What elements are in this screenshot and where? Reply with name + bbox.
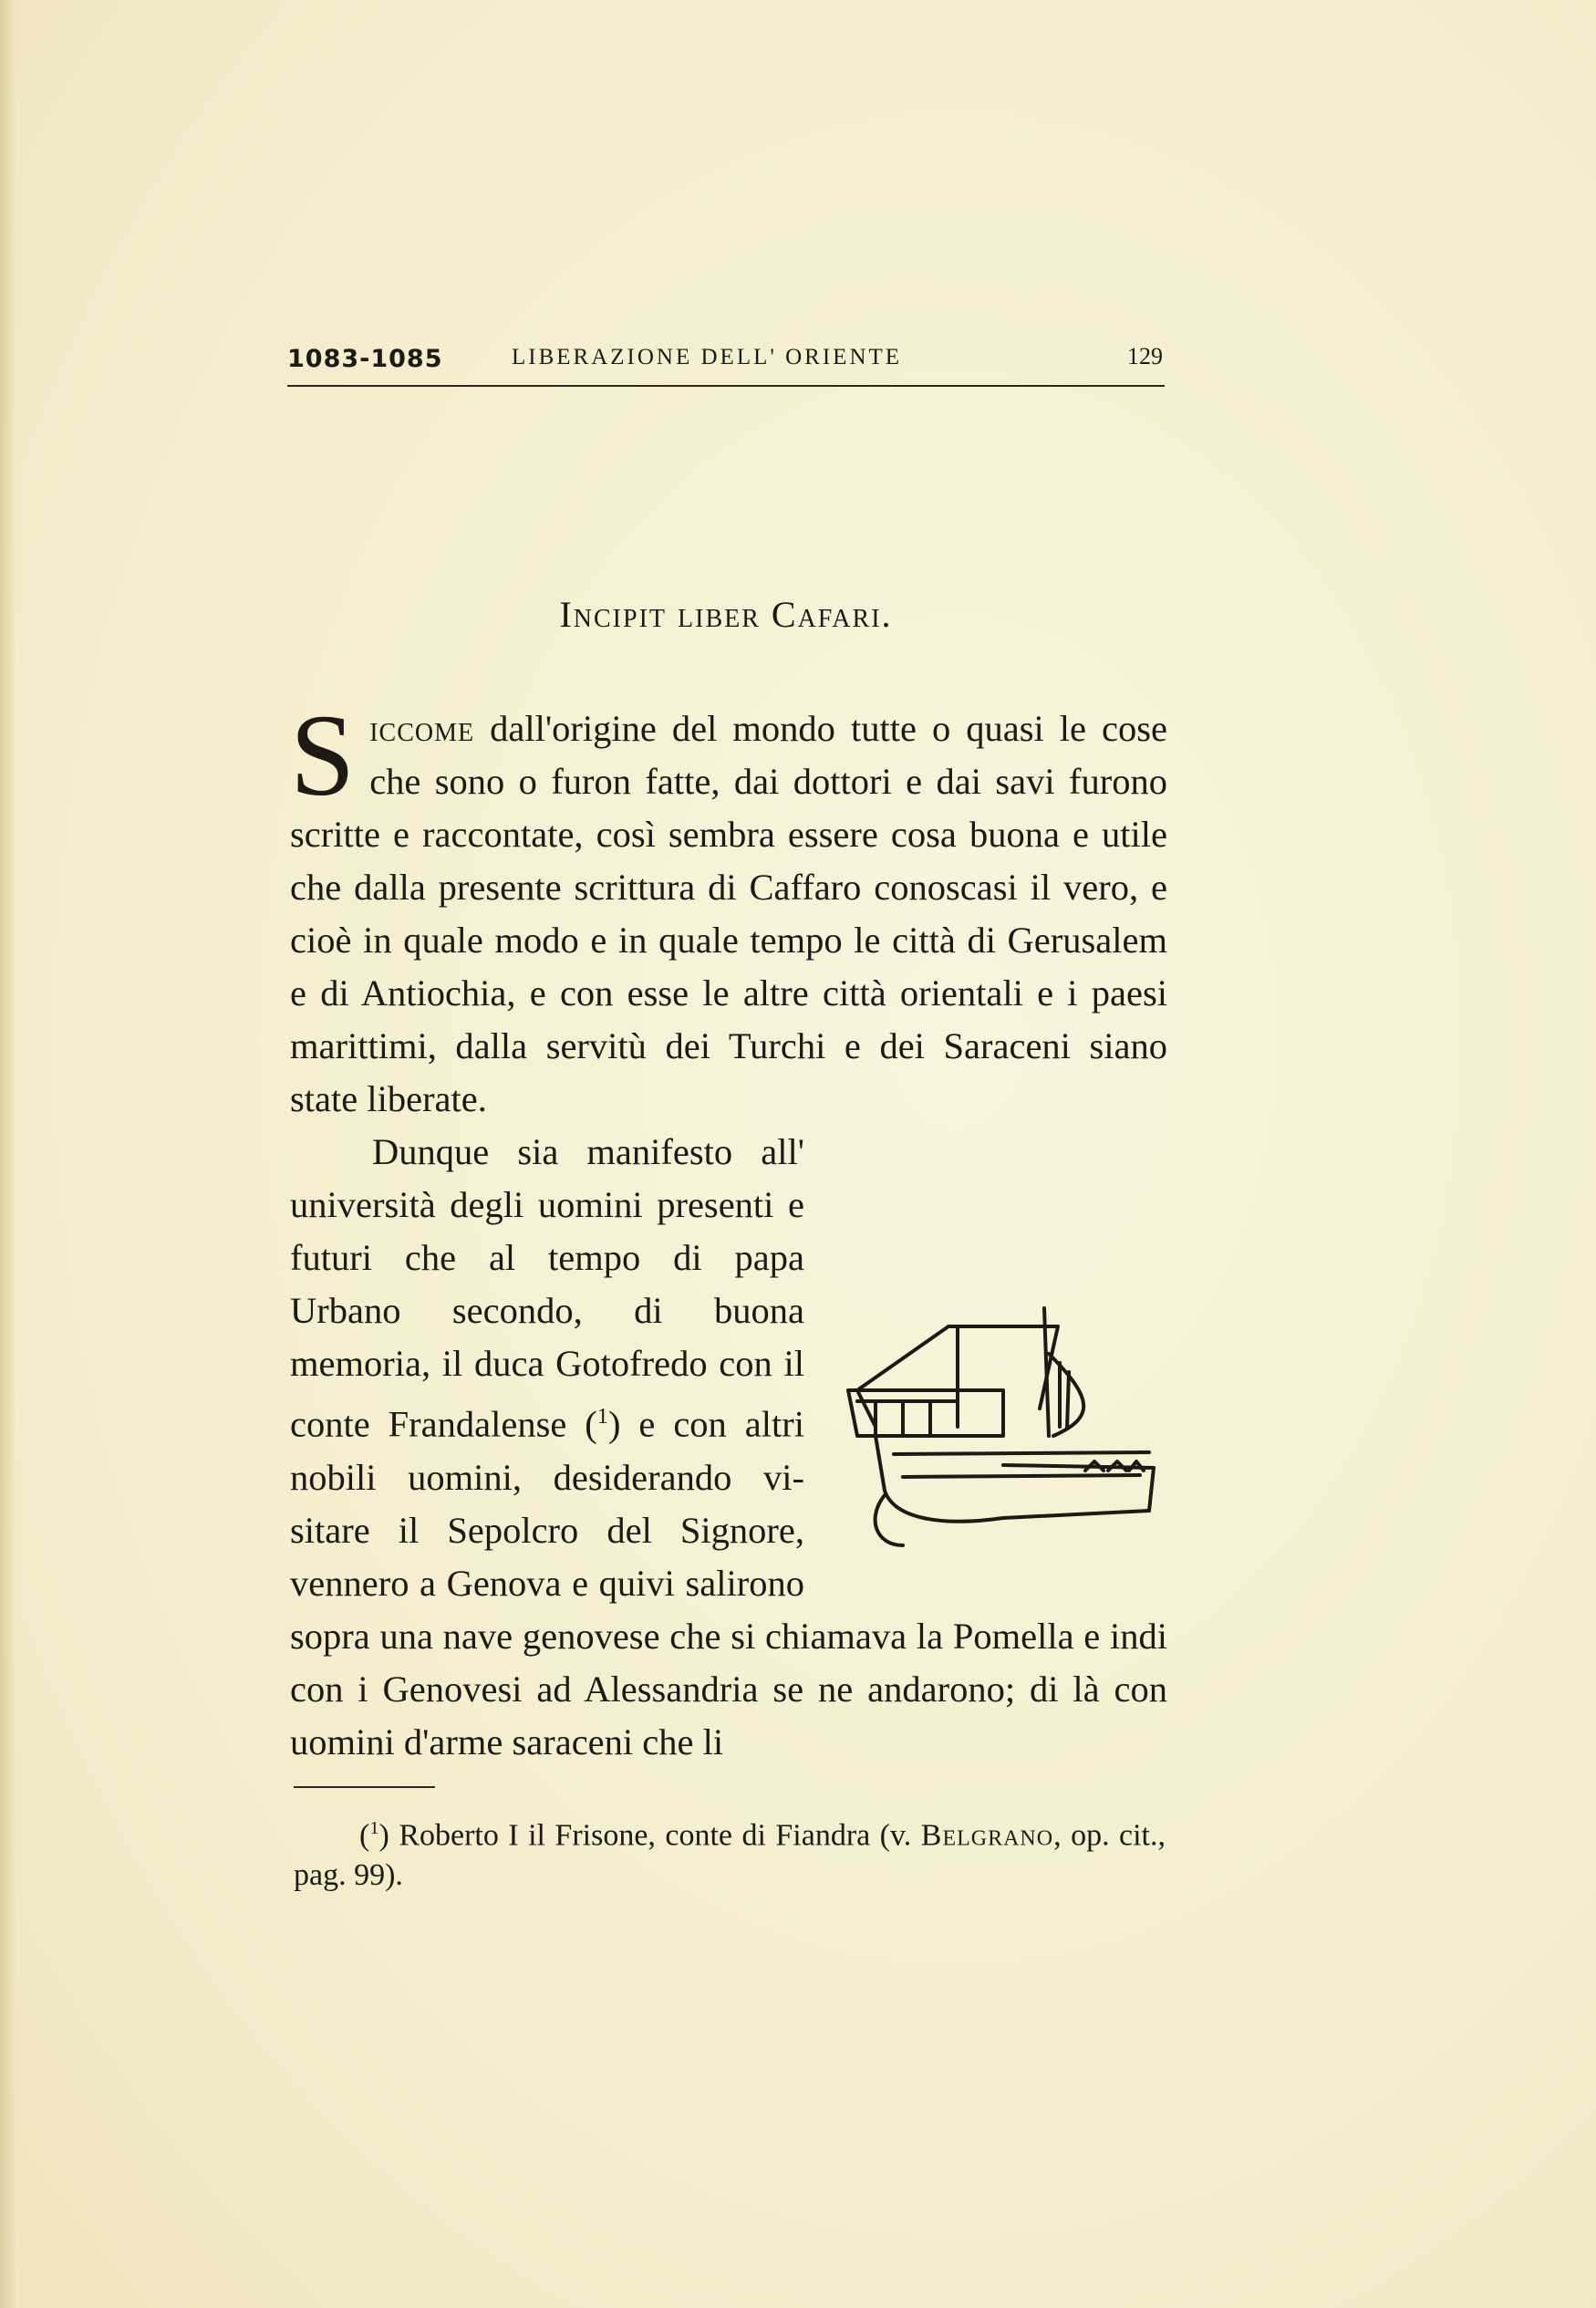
header-years: 1083-1085 bbox=[287, 345, 443, 373]
page-spine-shadow bbox=[0, 0, 16, 2308]
footnote-author: Belgrano bbox=[920, 1818, 1054, 1853]
paragraph-1 bbox=[290, 691, 1167, 1126]
footnote-text-before: Roberto I il Frisone, conte di Fiandra (v. bbox=[389, 1818, 921, 1853]
heading-word-cafari: Cafari. bbox=[771, 594, 893, 635]
running-header bbox=[287, 339, 1165, 387]
paragraph-2 bbox=[290, 1126, 1167, 1769]
paragraph-2-text-after: ) e con altri nobili uomini, desiderando visitare il Sepolcro del Signore, vennero a Genova e quivi salirono sopra una nave genovese che si chiamava la Pomella e indi con i Genovesi ad Alessandria se ne andarono; di là con uomini d'arme saraceni che li bbox=[290, 1403, 1167, 1762]
footnote-text: ($^1$) Roberto I il Frisone, conte di Fiandra (v. Belgrano, op. cit., pag. 99). bbox=[294, 1818, 1166, 1893]
heading-word-liber: liber bbox=[678, 594, 761, 635]
footnote-divider bbox=[294, 1786, 435, 1788]
heading-word-incipit: Incipit bbox=[559, 594, 668, 635]
footnote bbox=[294, 1808, 1166, 1896]
ship-drawing-icon bbox=[821, 1299, 1167, 1591]
footnote-marker: 1 bbox=[369, 1818, 379, 1838]
ship-illustration bbox=[821, 1299, 1167, 1591]
drop-cap: S bbox=[290, 691, 356, 820]
footnote-text-after: , op. cit., pag. 99). bbox=[294, 1818, 1166, 1893]
page-number: 129 bbox=[1127, 343, 1163, 369]
main-text bbox=[290, 691, 1167, 1769]
chapter-heading bbox=[287, 593, 1165, 636]
header-running-title: LIBERAZIONE DELL' ORIENTE bbox=[512, 345, 903, 369]
note-marker: 1 bbox=[596, 1404, 608, 1429]
first-word: iccome bbox=[369, 708, 475, 749]
paragraph-2-text-before: Dunque sia manifesto all' università degli uomini presenti e futuri che al tempo di papa Urbano secondo, di buona memoria, il duca Gotofredo con il conte Frandalense ( bbox=[290, 1131, 804, 1445]
paragraph-1-text: dall'origine del mondo tutte o quasi le cose che sono o furon fatte, dai dottori e dai savi furono scritte e raccontate, così sembra essere cosa buona e utile che dalla presente scrittura di Caffaro conoscasi il vero, e cioè in quale modo e in quale tempo le città di Gerusalem e di Antiochia, e con esse le altre città orientali e i paesi marittimi, dalla servitù dei Turchi e dei Saraceni siano state liberate. bbox=[290, 708, 1167, 1119]
